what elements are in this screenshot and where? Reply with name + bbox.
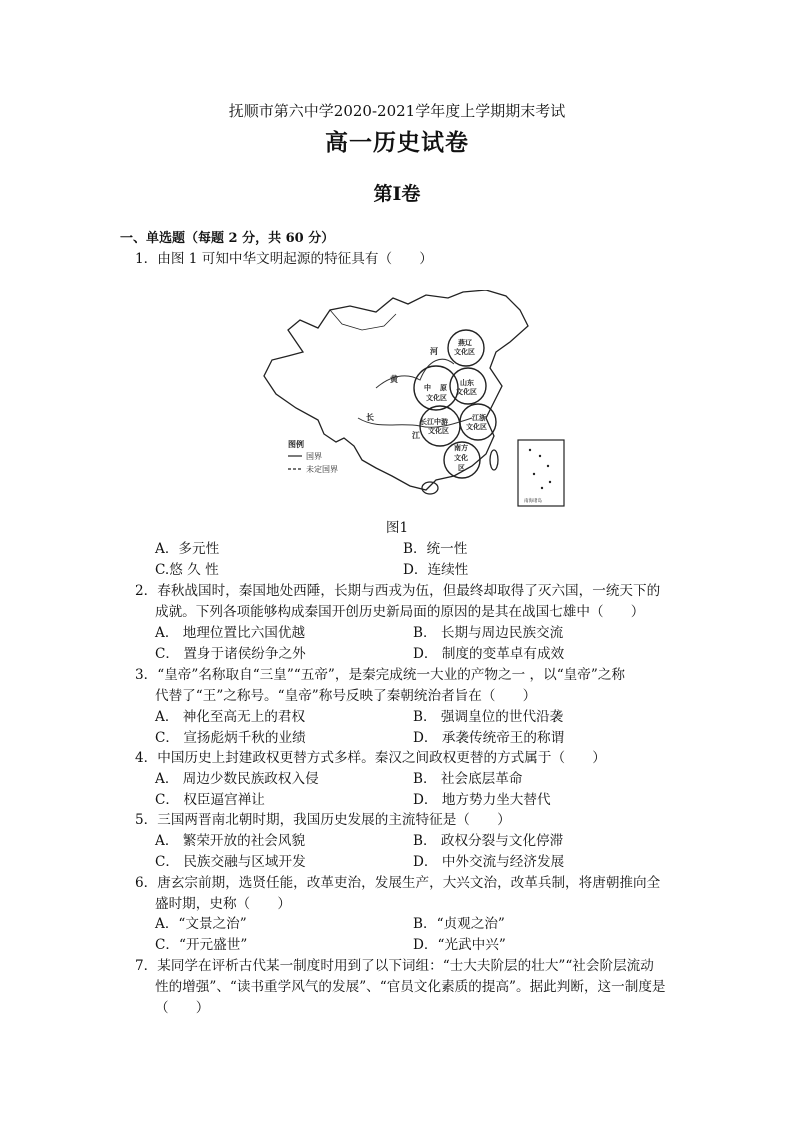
label-jiangzhe-2: 文化区 (466, 423, 487, 431)
q4-option-d[interactable]: D． 地方势力坐大替代 (413, 792, 551, 808)
label-changjiang-1: 长江中游 (420, 418, 448, 426)
q2-option-d[interactable]: D． 制度的变革卓有成效 (413, 646, 565, 662)
legend-border: 国界 (306, 452, 322, 461)
label-zhongyuan-2: 原 (440, 384, 447, 392)
label-chang: 长 (366, 413, 374, 422)
question-2-stem-2: 成就。下列各项能够构成秦国开创历史新局面的原因的是其在战国七雄中（ ） (155, 604, 645, 620)
question-6-stem-1: 6．唐玄宗前期，选贤任能，改革吏治，发展生产，大兴文治，改革兵制，将唐朝推向全 (135, 875, 661, 891)
section-title: 一、单选题（每题 2 分，共 60 分） (120, 231, 335, 246)
q3-option-a[interactable]: A． 神化至高无上的君权 (155, 709, 306, 725)
label-shandong-1: 山东 (460, 379, 474, 387)
q1-option-a[interactable]: A．多元性 (155, 541, 220, 557)
label-jiang: 江 (412, 431, 420, 440)
question-3-stem-2: 代替了“王”之称号。“皇帝”称号反映了秦朝统治者旨在（ ） (155, 688, 537, 704)
label-yanliao-2: 文化区 (454, 348, 475, 356)
label-jiangzhe-1: 江浙 (472, 414, 486, 422)
q2-option-b[interactable]: B． 长期与周边民族交流 (413, 625, 564, 641)
q1-option-d[interactable]: D．连续性 (403, 562, 469, 578)
q5-option-a[interactable]: A． 繁荣开放的社会风貌 (155, 833, 306, 849)
label-nanfang-3: 区 (458, 464, 465, 472)
question-7-stem-1: 7．某同学在评析古代某一制度时用到了以下词组：“士大夫阶层的壮大”“社会阶层流动 (135, 958, 654, 974)
label-huang: 黄 (390, 375, 398, 384)
label-he: 河 (430, 347, 438, 356)
q5-option-d[interactable]: D． 中外交流与经济发展 (413, 854, 565, 870)
label-changjiang-2: 文化区 (428, 427, 449, 435)
label-nanfang-2: 文化 (454, 454, 468, 462)
q6-option-d[interactable]: D．“光武中兴” (413, 937, 506, 953)
china-culture-map (258, 290, 568, 512)
question-2-stem-1: 2．春秋战国时，秦国地处西陲，长期与西戎为伍，但最终却取得了灭六国，一统天下的 (135, 583, 661, 599)
q6-option-b[interactable]: B．“贞观之治” (413, 916, 505, 932)
exam-title: 高一历史试卷 (325, 130, 469, 156)
figure-caption: 图1 (385, 520, 409, 536)
volume-heading: 第Ⅰ卷 (373, 183, 421, 205)
label-zhongyuan-3: 文化区 (426, 394, 447, 402)
q2-option-a[interactable]: A． 地理位置比六国优越 (155, 625, 306, 641)
question-7-stem-2: 性的增强”、“读书重学风气的发展”、“官员文化素质的提高”。据此判断，这一制度是 (155, 979, 666, 995)
q5-option-b[interactable]: B． 政权分裂与文化停滞 (413, 833, 564, 849)
q2-option-c[interactable]: C． 置身于诸侯纷争之外 (155, 646, 306, 662)
label-shandong-2: 文化区 (456, 388, 477, 396)
legend-undefined-border: 未定国界 (306, 465, 338, 474)
q4-option-c[interactable]: C． 权臣逼宫禅让 (155, 792, 265, 808)
question-6-stem-2: 盛时期，史称（ ） (155, 896, 291, 912)
school-line: 抚顺市第六中学2020-2021学年度上学期期末考试 (228, 102, 566, 120)
q4-option-b[interactable]: B． 社会底层革命 (413, 771, 523, 787)
question-7-stem-3: （ ） (155, 1000, 210, 1016)
q5-option-c[interactable]: C． 民族交融与区域开发 (155, 854, 306, 870)
q6-option-c[interactable]: C．“开元盛世” (155, 937, 248, 953)
label-inset: 南海诸岛 (524, 499, 542, 504)
q3-option-c[interactable]: C． 宣扬彪炳千秋的业绩 (155, 730, 306, 746)
label-yanliao-1: 燕辽 (458, 339, 472, 347)
q1-option-b[interactable]: B．统一性 (403, 541, 468, 557)
question-4-stem: 4．中国历史上封建政权更替方式多样。秦汉之间政权更替的方式属于（ ） (135, 750, 606, 766)
q3-option-b[interactable]: B． 强调皇位的世代沿袭 (413, 709, 564, 725)
label-nanfang-1: 南方 (454, 444, 468, 452)
question-1-stem: 1．由图 1 可知中华文明起源的特征具有（ ） (135, 251, 433, 267)
yangtze-river-line (358, 418, 472, 427)
legend-title: 图例 (288, 440, 304, 449)
question-3-stem-1: 3．“皇帝”名称取自“三皇”“五帝”，是秦完成统一大业的产物之一 ，以“皇帝”之称 (135, 667, 625, 683)
q3-option-d[interactable]: D． 承袭传统帝王的称谓 (413, 730, 565, 746)
question-5-stem: 5．三国两晋南北朝时期，我国历史发展的主流特征是（ ） (135, 812, 511, 828)
q1-option-c[interactable]: C.悠 久 性 (155, 562, 219, 578)
label-zhongyuan-1: 中 (424, 384, 431, 392)
q4-option-a[interactable]: A． 周边少数民族政权入侵 (155, 771, 319, 787)
q6-option-a[interactable]: A．“文景之治” (155, 916, 247, 932)
